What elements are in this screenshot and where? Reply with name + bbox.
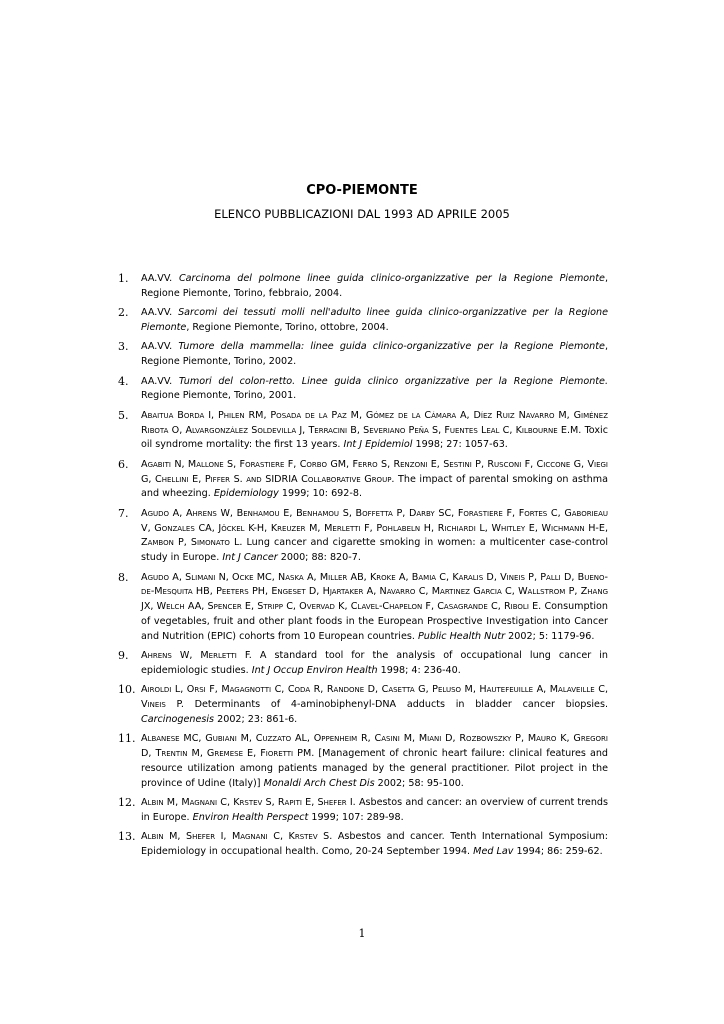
reference-authors: AA.VV. <box>141 375 173 387</box>
reference-journal: Int J Cancer <box>222 552 278 564</box>
reference-list <box>118 272 608 864</box>
reference-number: 12. <box>118 796 136 810</box>
reference-item <box>118 649 608 679</box>
reference-number: 13. <box>118 830 136 844</box>
reference-source: 1994; 86: 259-62. <box>513 846 603 858</box>
reference-journal: Monaldi Arch Chest Dis <box>263 777 375 789</box>
reference-number: 8. <box>118 570 129 584</box>
reference-authors: Albin M, Magnani C, Krstev S, Rapiti E, Shefer I. <box>141 797 356 809</box>
reference-journal: Int J Occup Environ Health <box>251 664 378 676</box>
reference-item <box>118 571 608 645</box>
reference-title: Tumore della mammella: linee guida clinico-organizzative per la Regione Piemonte <box>178 341 605 353</box>
reference-title: Lung cancer and cigarette smoking in women: a multicenter case-control study in Europe. <box>141 537 608 564</box>
reference-title: A standard tool for the analysis of occupational lung cancer in epidemiologic studies. <box>141 650 608 676</box>
reference-title: Determinants of 4-aminobiphenyl-DNA adducts in bladder cancer biopsies. <box>183 699 608 711</box>
reference-title: Carcinoma del polmone linee guida clinico-organizzative per la Regione Piemonte <box>178 273 605 284</box>
reference-item <box>118 409 608 453</box>
reference-title: Tumori del colon-retto. Linee guida clinico organizzative per la Regione Piemonte. <box>178 375 608 387</box>
reference-source: 1999; 10: 692-8. <box>278 488 362 500</box>
reference-journal: Environ Health Perspect <box>192 811 309 823</box>
reference-item <box>118 375 608 405</box>
reference-item <box>118 340 608 370</box>
reference-authors: AA.VV. <box>141 341 173 353</box>
reference-authors: Airoldi L, Orsi F, Magagnotti C, Coda R, Randone D, Casetta G, Peluso M, Hautefeuille A, Malaveille C, Vineis P. <box>141 684 608 711</box>
reference-authors: Agudo A, Ahrens W, Benhamou E, Benhamou S, Boffetta P, Darby SC, Forastiere F, Fortes C, Gaborieau V, Gonzales CA, Jöckel K-H, Kreuzer M, Merletti F, Pohlabeln H, Richiardi L, Whitley E, Wichmann H-E, Zambon P, Simonato L. <box>141 507 608 549</box>
reference-number: 10. <box>118 683 136 697</box>
reference-source: 2002; 5: 1179-96. <box>505 630 595 642</box>
reference-title: Consumption of vegetables, fruit and other plant foods in the European Prospective Investigation into Cancer and Nutrition (EPIC) cohorts from 10 European countries. <box>141 601 608 642</box>
reference-source: 1999; 107: 289-98. <box>308 811 404 823</box>
reference-journal: Public Health Nutr <box>417 630 506 642</box>
reference-title: The impact of parental smoking on asthma and wheezing. <box>141 473 608 500</box>
reference-title: Sarcomi dei tessuti molli nell'adulto linee guida clinico-organizzative per la Regione Piemonte <box>141 307 608 333</box>
reference-authors: Abaitua Borda I, Philen RM, Posada de la Paz M, Gómez de la Cámara A, Díez Ruiz Navarro M, Giménez Ribota O, Alvargonzález Soldevilla J, Terracini B, Severiano Peña S, Fuentes Leal C, Kilbourne E.M. <box>141 409 608 436</box>
reference-authors: Agudo A, Slimani N, Ocke MC, Naska A, Miller AB, Kroke A, Bamia C, Karalis D, Vineis P, Palli D, Bueno-de-Mesquita HB, Peeters PH, Engeset D, Hjartaker A, Navarro C, Martinez Garcia C, Wallstrom P, Zhang JX, Welch AA, Spencer E, Stripp C, Overvad K, Clavel-Chapelon F, Casagrande C, Riboli E. <box>141 571 608 613</box>
reference-journal: Int J Epidemiol <box>343 439 413 451</box>
reference-source: 2000; 88: 820-7. <box>277 552 361 564</box>
reference-authors: AA.VV. <box>141 273 173 284</box>
reference-journal: Epidemiology <box>213 488 279 500</box>
page-number: 1 <box>358 927 366 940</box>
reference-authors: Albin M, Shefer I, Magnani C, Krstev S. <box>141 831 333 843</box>
reference-item <box>118 830 608 860</box>
reference-number: 4. <box>118 374 129 388</box>
document-subtitle: ELENCO PUBBLICAZIONI DAL 1993 AD APRILE 2005 <box>214 207 510 221</box>
reference-authors: AA.VV. <box>141 307 173 319</box>
reference-number: 6. <box>118 457 129 471</box>
reference-authors: Albanese MC, Gubiani M, Cuzzato AL, Oppenheim R, Casini M, Miani D, Rozbowszky P, Mauro K, Gregori D, Trentin M, Gremese E, Fioretti PM. <box>141 733 608 760</box>
reference-source: 1998; 4: 236-40. <box>377 664 461 676</box>
reference-source: 2002; 23: 861-6. <box>214 713 298 725</box>
reference-item <box>118 272 608 302</box>
reference-source: 2002; 58: 95-100. <box>374 777 464 789</box>
reference-source: , Regione Piemonte, Torino, febbraio, 2004. <box>141 273 608 299</box>
reference-title: Asbestos and cancer: an overview of current trends in Europe. <box>141 797 608 823</box>
reference-authors: Ahrens W, Merletti F. <box>141 650 252 662</box>
reference-number: 5. <box>118 408 129 422</box>
reference-item <box>118 796 608 826</box>
reference-number: 7. <box>118 506 129 520</box>
reference-number: 9. <box>118 649 129 663</box>
reference-source: , Regione Piemonte, Torino, 2002. <box>141 341 608 368</box>
reference-number: 3. <box>118 340 129 354</box>
reference-title: [Management of chronic heart failure: clinical features and resource utilization among patients managed by the general practitioner. Pilot project in the province of Udine (Italy)] <box>141 748 608 789</box>
reference-title: Asbestos and cancer. Tenth International Symposium: Epidemiology in occupational health. Como, 20-24 September 1994. <box>141 831 609 858</box>
reference-journal: Carcinogenesis <box>141 713 215 725</box>
reference-number: 2. <box>118 306 129 320</box>
reference-source: Regione Piemonte, Torino, 2001. <box>141 390 297 402</box>
reference-number: 1. <box>118 272 129 285</box>
reference-authors: Agabiti N, Mallone S, Forastiere F, Corbo GM, Ferro S, Renzoni E, Sestini P, Rusconi F, Ciccone G, Viegi G, Chellini E, Piffer S. and SIDRIA Collaborative Group. <box>141 458 608 485</box>
reference-item <box>118 306 608 336</box>
reference-source: , Regione Piemonte, Torino, ottobre, 2004. <box>186 321 389 333</box>
document-title: CPO-PIEMONTE <box>306 183 418 198</box>
reference-number: 11. <box>118 732 136 746</box>
reference-item <box>118 458 608 502</box>
reference-source: 1998; 27: 1057-63. <box>412 439 508 451</box>
reference-journal: Med Lav <box>473 846 514 858</box>
reference-item <box>118 732 608 791</box>
reference-item <box>118 507 608 566</box>
reference-title: Toxic oil syndrome mortality: the first 13 years. <box>141 424 608 451</box>
reference-item <box>118 683 608 727</box>
